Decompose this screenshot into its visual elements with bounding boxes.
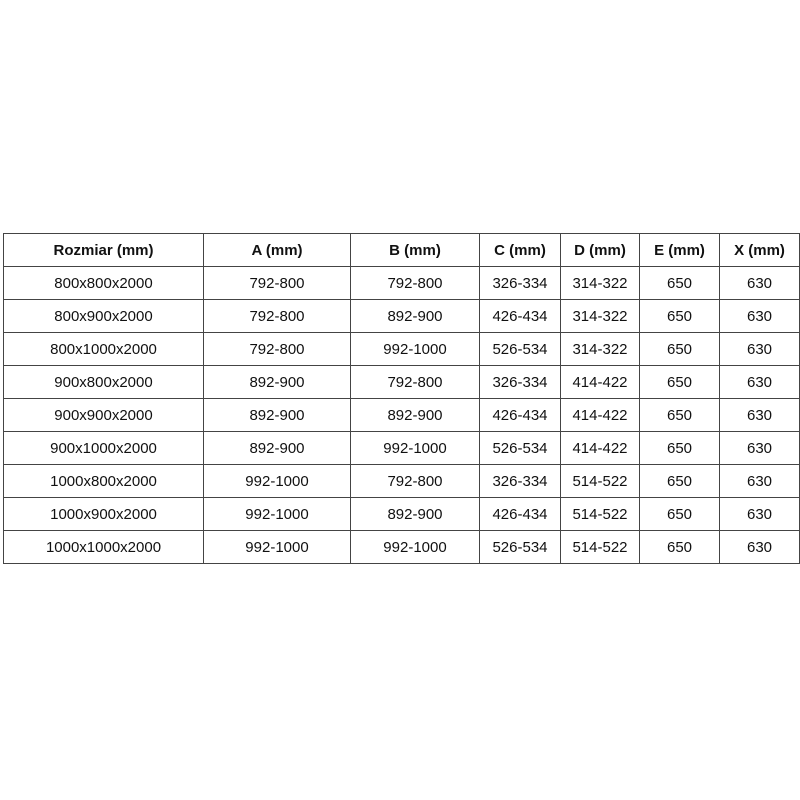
- table-body: [4, 267, 800, 564]
- table-cell: 1000x900x2000: [4, 498, 204, 531]
- table-cell: 650: [640, 465, 720, 498]
- table-row: [4, 366, 800, 399]
- table-cell: 900x900x2000: [4, 399, 204, 432]
- table-cell: 314-322: [561, 267, 640, 300]
- table-cell: 650: [640, 432, 720, 465]
- table-cell: 650: [640, 498, 720, 531]
- table-row: [4, 300, 800, 333]
- table-cell: 314-322: [561, 333, 640, 366]
- table-cell: 526-534: [480, 333, 561, 366]
- table-row: [4, 531, 800, 564]
- dimensions-spec-table: [3, 233, 800, 564]
- table-cell: 526-534: [480, 531, 561, 564]
- column-header: B (mm): [351, 234, 480, 267]
- table-cell: 426-434: [480, 498, 561, 531]
- table-cell: 900x1000x2000: [4, 432, 204, 465]
- column-header: E (mm): [640, 234, 720, 267]
- table-cell: 992-1000: [204, 498, 351, 531]
- table-cell: 892-900: [351, 300, 480, 333]
- column-header: C (mm): [480, 234, 561, 267]
- table-cell: 1000x1000x2000: [4, 531, 204, 564]
- table-cell: 630: [720, 333, 800, 366]
- table-cell: 326-334: [480, 465, 561, 498]
- column-header: X (mm): [720, 234, 800, 267]
- table-cell: 514-522: [561, 465, 640, 498]
- table-cell: 792-800: [351, 465, 480, 498]
- table-row: [4, 399, 800, 432]
- table-row: [4, 333, 800, 366]
- table-cell: 526-534: [480, 432, 561, 465]
- table-cell: 792-800: [351, 267, 480, 300]
- table-cell: 992-1000: [351, 432, 480, 465]
- table-cell: 792-800: [204, 333, 351, 366]
- table-cell: 514-522: [561, 531, 640, 564]
- table-row: [4, 498, 800, 531]
- table-cell: 630: [720, 300, 800, 333]
- table-row: [4, 267, 800, 300]
- table-cell: 650: [640, 267, 720, 300]
- table-cell: 1000x800x2000: [4, 465, 204, 498]
- table-cell: 630: [720, 399, 800, 432]
- table-row: [4, 465, 800, 498]
- column-header: A (mm): [204, 234, 351, 267]
- table-cell: 650: [640, 366, 720, 399]
- table-cell: 792-800: [204, 267, 351, 300]
- table-cell: 800x900x2000: [4, 300, 204, 333]
- table-cell: 800x800x2000: [4, 267, 204, 300]
- table-cell: 326-334: [480, 267, 561, 300]
- table-cell: 414-422: [561, 366, 640, 399]
- table-header-row: [4, 234, 800, 267]
- table-cell: 792-800: [351, 366, 480, 399]
- table-cell: 650: [640, 333, 720, 366]
- table-cell: 426-434: [480, 399, 561, 432]
- table-cell: 650: [640, 531, 720, 564]
- column-header: Rozmiar (mm): [4, 234, 204, 267]
- table-cell: 314-322: [561, 300, 640, 333]
- table-cell: 892-900: [204, 399, 351, 432]
- table-cell: 630: [720, 465, 800, 498]
- table-cell: 650: [640, 300, 720, 333]
- table-cell: 900x800x2000: [4, 366, 204, 399]
- table-cell: 800x1000x2000: [4, 333, 204, 366]
- table-cell: 514-522: [561, 498, 640, 531]
- table-cell: 892-900: [204, 366, 351, 399]
- table-row: [4, 432, 800, 465]
- table-cell: 650: [640, 399, 720, 432]
- table-cell: 630: [720, 267, 800, 300]
- table-cell: 892-900: [204, 432, 351, 465]
- table-cell: 630: [720, 366, 800, 399]
- table-cell: 630: [720, 531, 800, 564]
- table-cell: 326-334: [480, 366, 561, 399]
- table-cell: 630: [720, 432, 800, 465]
- table-head: [4, 234, 800, 267]
- column-header: D (mm): [561, 234, 640, 267]
- table-cell: 992-1000: [204, 531, 351, 564]
- table-cell: 414-422: [561, 399, 640, 432]
- table-cell: 630: [720, 498, 800, 531]
- table-cell: 892-900: [351, 399, 480, 432]
- table-cell: 892-900: [351, 498, 480, 531]
- table-cell: 426-434: [480, 300, 561, 333]
- table-cell: 992-1000: [204, 465, 351, 498]
- table-cell: 992-1000: [351, 333, 480, 366]
- table-cell: 792-800: [204, 300, 351, 333]
- table-cell: 414-422: [561, 432, 640, 465]
- table-cell: 992-1000: [351, 531, 480, 564]
